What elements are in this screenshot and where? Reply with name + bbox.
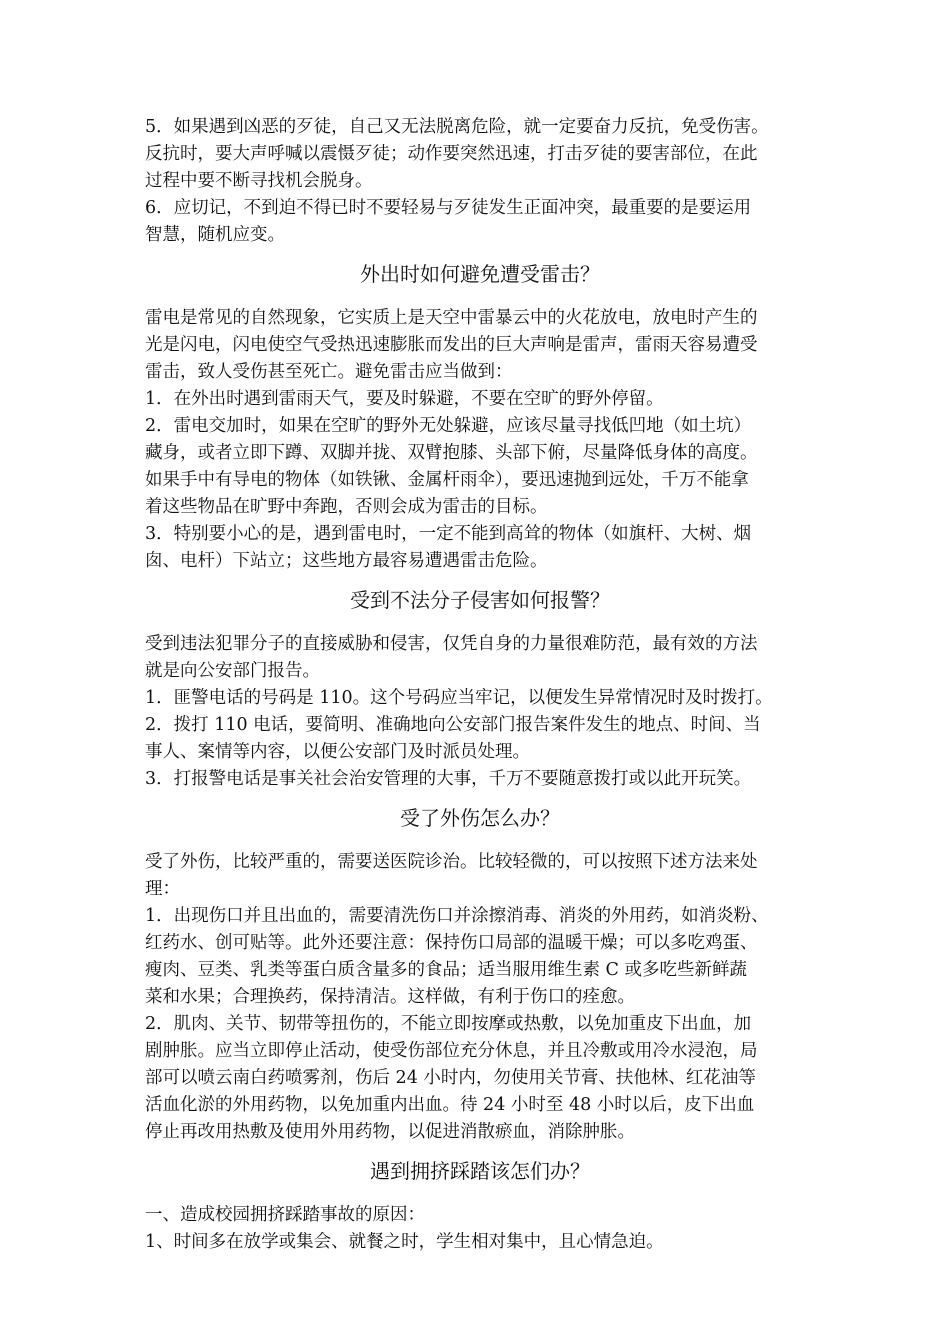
section-heading: 遇到拥挤踩踏该怎们办？: [370, 1159, 590, 1183]
text-line: 2．拨打 110 电话，要简明、准确地向公安部门报告案件发生的地点、时间、当: [145, 715, 761, 735]
text-line: 受了外伤，比较严重的，需要送医院诊治。比较轻微的，可以按照下述方法来处: [145, 852, 758, 872]
text-line: 停止再改用热敷及使用外用药物，以促进消散瘀血，消除肿胀。: [145, 1122, 635, 1142]
text-line: 一、造成校园拥挤踩踏事故的原因：: [145, 1205, 425, 1225]
text-line: 就是向公安部门报告。: [145, 661, 320, 681]
text-line: 藏身，或者立即下蹲、双脚并拢、双臂抱膝、头部下俯，尽量降低身体的高度。: [145, 443, 758, 463]
text-line: 5．如果遇到凶恶的歹徒，自己又无法脱离危险，就一定要奋力反抗，免受伤害。: [145, 117, 769, 137]
text-line: 1．在外出时遇到雷雨天气，要及时躲避，不要在空旷的野外停留。: [145, 389, 664, 409]
text-line: 过程中要不断寻找机会脱身。: [145, 171, 373, 191]
text-line: 雷击，致人受伤甚至死亡。避免雷击应当做到：: [145, 362, 513, 382]
section-heading: 受了外伤怎么办？: [400, 806, 560, 830]
text-line: 剧肿胀。应当立即停止活动，使受伤部位充分休息，并且冷敷或用冷水浸泡，局: [145, 1041, 758, 1061]
text-line: 事人、案情等内容，以便公安部门及时派员处理。: [145, 742, 530, 762]
text-line: 光是闪电，闪电使空气受热迅速膨胀而发出的巨大声响是雷声，雷雨天容易遭受: [145, 335, 758, 355]
text-line: 2．肌肉、关节、韧带等扭伤的，不能立即按摩或热敷，以免加重皮下出血，加: [145, 1014, 752, 1034]
text-line: 部可以喷云南白药喷雾剂，伤后 24 小时内，勿使用关节膏、扶他林、红花油等: [145, 1068, 756, 1088]
text-line: 着这些物品在旷野中奔跑，否则会成为雷击的目标。: [145, 497, 548, 517]
document-body: [145, 114, 815, 1256]
text-line: 2．雷电交加时，如果在空旷的野外无处躲避，应该尽量寻找低凹地（如土坑）: [145, 416, 752, 436]
spacer: [145, 249, 815, 259]
text-line: 红药水、创可贴等。此外还要注意：保持伤口局部的温暖干燥；可以多吃鸡蛋、: [145, 933, 758, 953]
text-line: 瘦肉、豆类、乳类等蛋白质含量多的食品；适当服用维生素 C 或多吃些新鲜蔬: [145, 960, 748, 980]
text-line: 菜和水果；合理换药，保持清洁。这样做，有利于伤口的痊愈。: [145, 987, 635, 1007]
text-line: 反抗时，要大声呼喊以震慑歹徒；动作要突然迅速，打击歹徒的要害部位，在此: [145, 144, 758, 164]
text-line: 智慧，随机应变。: [145, 225, 285, 245]
text-line: 1、时间多在放学或集会、就餐之时，学生相对集中，且心情急迫。: [145, 1232, 664, 1252]
text-line: 囱、电杆）下站立；这些地方最容易遭遇雷击危险。: [145, 551, 548, 571]
section-heading: 外出时如何避免遭受雷击？: [360, 262, 600, 286]
text-line: 活血化淤的外用药物，以免加重内出血。待 24 小时至 48 小时以后，皮下出血: [145, 1095, 755, 1115]
spacer: [145, 793, 815, 803]
spacer: [145, 615, 815, 631]
text-line: 1．匪警电话的号码是 110。这个号码应当牢记，以便发生异常情况时及时拨打。: [145, 688, 773, 708]
text-line: 受到违法犯罪分子的直接威胁和侵害，仅凭自身的力量很难防范，最有效的方法: [145, 634, 758, 654]
spacer: [145, 289, 815, 305]
text-line: 6．应切记，不到迫不得已时不要轻易与歹徒发生正面冲突，最重要的是要运用: [145, 198, 752, 218]
text-line: 雷电是常见的自然现象，它实质上是天空中雷暴云中的火花放电，放电时产生的: [145, 308, 758, 328]
text-line: 3．特别要小心的是，遇到雷电时，一定不能到高耸的物体（如旗杆、大树、烟: [145, 524, 752, 544]
spacer: [145, 833, 815, 849]
text-line: 理：: [145, 879, 180, 899]
text-line: 1．出现伤口并且出血的，需要清洗伤口并涂擦消毒、消炎的外用药，如消炎粉、: [145, 906, 769, 926]
spacer: [145, 1186, 815, 1202]
section-heading: 受到不法分子侵害如何报警？: [350, 588, 610, 612]
spacer: [145, 1146, 815, 1156]
text-line: 如果手中有导电的物体（如铁锹、金属杆雨伞），要迅速抛到远处，千万不能拿: [145, 470, 749, 490]
spacer: [145, 575, 815, 585]
text-line: 3．打报警电话是事关社会治安管理的大事，千万不要随意拨打或以此开玩笑。: [145, 769, 752, 789]
